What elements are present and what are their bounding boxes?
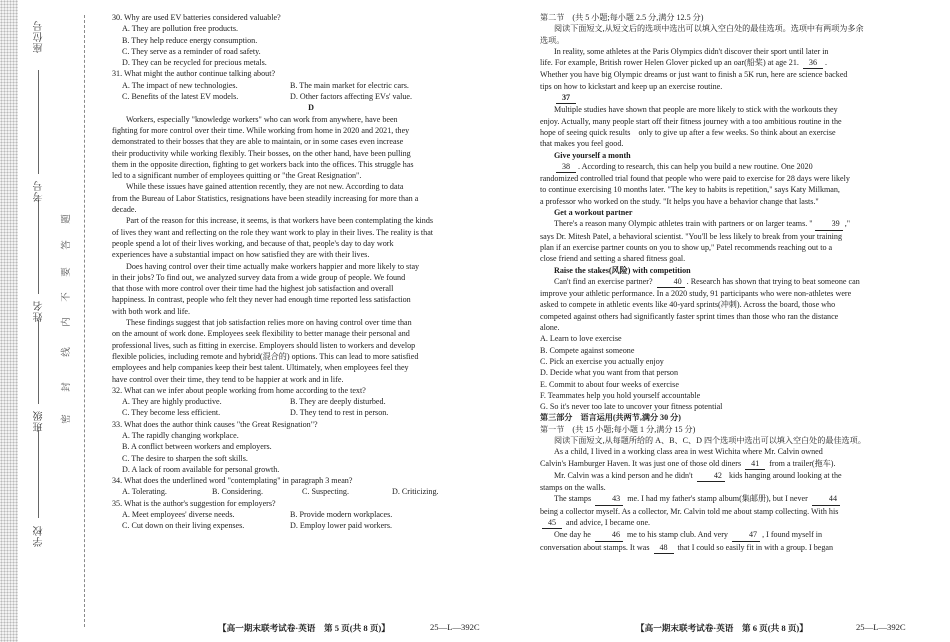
passage-line	[540, 161, 938, 173]
passage-line: professional lives, such as fitting in exercise. Employers should listen to workers and develop	[112, 340, 416, 350]
page-6-footer: 【高一期末联考试卷·英语 第 6 页(共 8 页)】	[636, 623, 808, 633]
blank-48: 48	[654, 542, 674, 554]
passage-line: Multiple studies have shown that people are more likely to stick with the workouts they	[554, 105, 838, 115]
blank-41: 41	[745, 458, 765, 470]
binding-strip	[0, 0, 18, 642]
passage-line: randomized controlled trial found that people who were paid to exercise for 28 days were likely	[540, 174, 850, 184]
passage-text: . Research has shown that trying to beat someone can	[686, 276, 860, 286]
option: A. The rapidly changing workplace.	[122, 430, 239, 440]
cloze-line	[540, 458, 938, 470]
blank-37: 37	[556, 92, 576, 104]
option: B. The main market for electric cars.	[290, 80, 409, 90]
option: A. Meet employees' diverse needs.	[122, 510, 235, 520]
passage-line: to continue exercising 10 months later. "The key to habits is repetition," says Katy Milkman,	[540, 185, 840, 195]
blank-39: 39	[815, 218, 843, 230]
subheading: Raise the stakes(风险) with competition	[554, 265, 691, 275]
passage-d-heading: D	[308, 103, 314, 113]
seal-char: 题	[61, 214, 72, 224]
cloze-text: that I could so easily fit in with a group. I began	[677, 542, 834, 552]
passage-text: . According to research, this can help you build a new routine. One 2020	[578, 161, 813, 171]
option-row	[112, 509, 510, 520]
instruction-line: 阅读下面短文,从短文后的选项中选出可以填入空白处的最佳选项。选项中有两项为多余	[554, 24, 864, 34]
passage-line: close friend and setting a shared fitness goal.	[540, 254, 686, 264]
passage-line: flexible policies, including remote and hybrid(混合的) options. This can lead to more satisfied	[112, 351, 419, 361]
page-6-code: 25—L—392C	[856, 622, 906, 632]
seal-char: 密	[61, 414, 72, 424]
passage-line: says Dr. Mitesh Patel, a behavioral scientist. "You'll be less likely to break from your training	[540, 231, 843, 241]
passage-line: a professor who worked on the study. "It helps you have a behavior change that lasts."	[540, 196, 819, 206]
passage-line: asked to compete in athletic events like 40-yard sprints(冲刺). Across the board, those who	[540, 300, 836, 310]
passage-line: While these issues have gained attention recently, they are not new. According to data	[126, 182, 404, 192]
passage-line: have control over their time, they tend to be happier at work and in life.	[112, 374, 344, 384]
option-row	[112, 486, 510, 497]
passage-line: There's a reason many Olympic athletes train with partners or on larger teams. " 39 ,"	[540, 218, 938, 230]
passage-line: that those with more control over their time had the highest job satisfaction and overall	[112, 284, 394, 294]
passage-line: alone.	[540, 323, 560, 333]
passage-line: enjoy. Actually, many people start off their fitness journey with a too ambitious routine in the	[540, 116, 842, 126]
passage-line: tips on how to kickstart and keep up an exercise routine.	[540, 81, 723, 91]
cloze-text: Calvin's Hamburger Haven. It was just one of those old diners	[540, 458, 742, 468]
blank-45: 45	[542, 517, 562, 529]
option: B. A conflict between workers and employers.	[122, 442, 272, 452]
question-35: 35. What is the author's suggestion for employers?	[112, 498, 276, 508]
cloze-text: me to his stamp club. And very	[627, 530, 728, 540]
passage-line: Whether you have big Olympic dreams or just want to finish a 5K run, here are science backed	[540, 70, 848, 80]
option: B. Provide modern workplaces.	[290, 510, 393, 520]
binding-margin	[18, 0, 110, 642]
passage-text: life. For example, British rower Helen Glover picked up an oar(船桨) at age 21.	[540, 58, 799, 68]
option: A. They are pollution free products.	[122, 24, 239, 34]
name-line	[38, 200, 39, 294]
passage-line: of lives they want and reflecting on the role they want work to play in their lives. The reality is that	[112, 227, 434, 237]
passage-line: Does having control over their time actually make workers happier and more likely to stay	[126, 261, 420, 271]
passage-line: These findings suggest that job satisfaction relies more on having control over time than	[126, 318, 412, 328]
passage-line: people spend a lot of their lives working, and because of that, people's day to day work	[112, 238, 394, 248]
passage-line: them in the opposite direction, fighting to get workers back into the offices. This struggle has	[112, 159, 414, 169]
blank-47: 47	[732, 529, 760, 541]
option: B. Compete against someone	[540, 345, 635, 355]
name-label: 姓名	[34, 300, 45, 322]
seal-char: 封	[61, 382, 72, 392]
page-5-footer: 【高一期末联考试卷·英语 第 5 页(共 8 页)】	[218, 623, 390, 633]
passage-line: experiences have a substantial impact on how satisfied they are with their lives.	[112, 250, 370, 260]
passage-line: In reality, some athletes at the Paris Olympics didn't discover their sport until later in	[554, 46, 829, 56]
option: D. Decide what you want from that person	[540, 368, 679, 378]
question-30: 30. Why are used EV batteries considered valuable?	[112, 13, 281, 22]
seal-char: 要	[61, 267, 72, 277]
part-3-instruction: 阅读下面短文,从每题所给的 A、B、C、D 四个选项中选出可以填入空白处的最佳选项。	[554, 435, 866, 445]
passage-line: hope of seeing quick results only to give up after a few weeks. So think about an exercise	[540, 127, 836, 137]
option: D. Criticizing.	[392, 487, 439, 497]
option: D. Other factors affecting EVs' value.	[290, 92, 412, 102]
exam-number-label: 考号	[34, 180, 45, 202]
part-3-title: 第三部分 语言运用(共两节,满分 30 分)	[540, 413, 681, 423]
blank-43: 43	[595, 493, 623, 505]
passage-line: plan if an exercise partner counts on you to show up," Patel recommends reaching out to a	[540, 242, 833, 252]
question-34: 34. What does the underlined word "contemplating" in paragraph 3 mean?	[112, 476, 353, 486]
passage-line: their productivity while working flexibly. Their bosses, on the other hand, have been pulling	[112, 148, 411, 158]
option: E. Commit to about four weeks of exercise	[540, 379, 679, 389]
class-line	[38, 320, 39, 404]
cloze-line: being a collector myself. As a collector, Mr. Calvin told me about stamp collecting. With his	[540, 506, 839, 516]
option: A. Tolerating.	[122, 487, 167, 497]
passage-line	[540, 276, 938, 288]
blank-42: 42	[697, 470, 725, 482]
passage-line: demonstrated to their bosses that they are able to maintain, or in some cases even increase	[112, 137, 404, 147]
page-5-code: 25—L—392C	[430, 622, 480, 632]
page-5-column	[112, 12, 510, 532]
cloze-line	[540, 470, 938, 482]
cloze-text: The stamps	[554, 494, 592, 504]
option-row	[112, 520, 510, 531]
question-31: 31. What might the author continue talking about?	[112, 69, 276, 79]
cloze-line	[540, 493, 938, 505]
option: G. So it's never too late to uncover your fitness potential	[540, 402, 723, 412]
cloze-line	[540, 542, 938, 554]
passage-line: improve your athletic performance. In a 2020 study, 91 participants who were non-athletes were	[540, 289, 852, 299]
subheading: Give yourself a month	[554, 150, 631, 160]
passage-text: There's a reason many Olympic athletes train with partners or on larger teams. "	[554, 219, 813, 229]
passage-line: with both work and life.	[112, 306, 191, 316]
option: C. Cut down on their living expenses.	[122, 521, 245, 531]
page-6-column	[540, 12, 938, 554]
part-3-section-1: 第一节 (共 15 小题;每小题 1 分,满分 15 分)	[540, 424, 696, 434]
passage-line: Workers, especially "knowledge workers" who can work from anywhere, have been	[126, 114, 398, 124]
option: D. They tend to rest in person.	[290, 408, 389, 418]
blank-46: 46	[595, 529, 623, 541]
option-row	[112, 91, 510, 102]
subheading: Get a workout partner	[554, 208, 633, 218]
school-label: 学校	[34, 525, 45, 547]
passage-line: decade.	[112, 205, 137, 215]
blank-40: 40	[657, 276, 685, 288]
heading-row	[540, 92, 938, 104]
option: C. Suspecting.	[302, 487, 349, 497]
cloze-text: me. I had my father's stamp album(集邮册), but I never	[627, 494, 808, 504]
blank-36: 36	[803, 57, 823, 69]
option: C. The desire to sharpen the soft skills.	[122, 453, 248, 463]
question-32: 32. What can we infer about people working from home according to the text?	[112, 385, 366, 395]
binding-dash-line	[84, 15, 85, 627]
instruction-line: 选项。	[540, 35, 565, 45]
option: C. Benefits of the latest EV models.	[122, 92, 239, 102]
option-row	[112, 396, 510, 407]
option: A. Learn to love exercise	[540, 334, 622, 344]
passage-line: in their jobs? To find out, we analyzed survey data from a wide group of people. We found	[112, 272, 406, 282]
blank-38: 38	[556, 161, 576, 173]
passage-line: fighting for more control over their time. While working from home in 2020 and 2021, they	[112, 125, 410, 135]
option: C. Pick an exercise you actually enjoy	[540, 356, 664, 366]
passage-line: competed against others had significantly faster sprint times than those who ran the distance	[540, 311, 839, 321]
option-row	[112, 407, 510, 418]
option: D. They can be recycled for precious metals.	[122, 58, 267, 68]
passage-line: that makes you feel good.	[540, 139, 624, 149]
option-row	[112, 80, 510, 91]
option: B. Considering.	[212, 487, 264, 497]
option: D. A lack of room available for personal growth.	[122, 464, 280, 474]
passage-line: employees and help companies keep their best talent. Ultimately, when employees feel they	[112, 363, 409, 373]
cloze-line: stamps on the walls.	[540, 483, 606, 493]
passage-line: led to a significant number of employees quitting or "the Great Resignation".	[112, 171, 362, 181]
passage-text: Can't find an exercise partner?	[554, 276, 653, 286]
option: A. They are highly productive.	[122, 397, 222, 407]
question-33: 33. What does the author think causes "the Great Resignation"?	[112, 419, 318, 429]
option: B. They help reduce energy consumption.	[122, 35, 258, 45]
passage-line: Part of the reason for this increase, it seems, is that workers have been contemplating the kinds	[126, 216, 434, 226]
school-line	[38, 430, 39, 518]
class-label: 班级	[34, 410, 45, 432]
cloze-line	[540, 517, 938, 529]
passage-line: life. For example, British rower Helen Glover picked up an oar(船桨) at age 21. 36 .	[540, 57, 938, 69]
cloze-text: Mr. Calvin was a kind person and he didn't	[554, 470, 693, 480]
cloze-text: , I found myself in	[762, 530, 823, 540]
cloze-line: As a child, I lived in a working class area in west Wichita where Mr. Calvin owned	[554, 447, 823, 457]
cloze-text: from a trailer(拖车).	[769, 458, 836, 468]
passage-line: on the amount of work done. Employees seek flexibility to better manage their personal and	[112, 329, 410, 339]
option: A. The impact of new technologies.	[122, 80, 238, 90]
seat-number-label: 座位号	[34, 20, 45, 53]
cloze-text: kids hanging around looking at the	[728, 470, 842, 480]
option: C. They serve as a reminder of road safety.	[122, 46, 261, 56]
seal-char: 不	[61, 292, 72, 302]
option: C. They become less efficient.	[122, 408, 221, 418]
seal-char: 答	[61, 240, 72, 250]
blank-44: 44	[812, 493, 840, 505]
cloze-text: One day he	[554, 530, 591, 540]
exam-number-line	[38, 70, 39, 174]
section-title: 第二节 (共 5 小题;每小题 2.5 分,满分 12.5 分)	[540, 13, 704, 22]
option: D. Employ lower paid workers.	[290, 521, 393, 531]
cloze-line	[540, 529, 938, 541]
cloze-text: conversation about stamps. It was	[540, 542, 650, 552]
option: F. Teammates help you hold yourself accountable	[540, 390, 701, 400]
passage-line: from the Bureau of Labor Statistics, resignations have been steadily increasing for more than a	[112, 193, 419, 203]
seal-char: 线	[61, 347, 72, 357]
option: B. They are deeply disturbed.	[290, 397, 386, 407]
cloze-text: and advice, I became one.	[566, 518, 651, 528]
seal-char: 内	[61, 317, 72, 327]
passage-line: happiness. In contrast, people who felt they never had enough time reported less satisfaction	[112, 295, 411, 305]
